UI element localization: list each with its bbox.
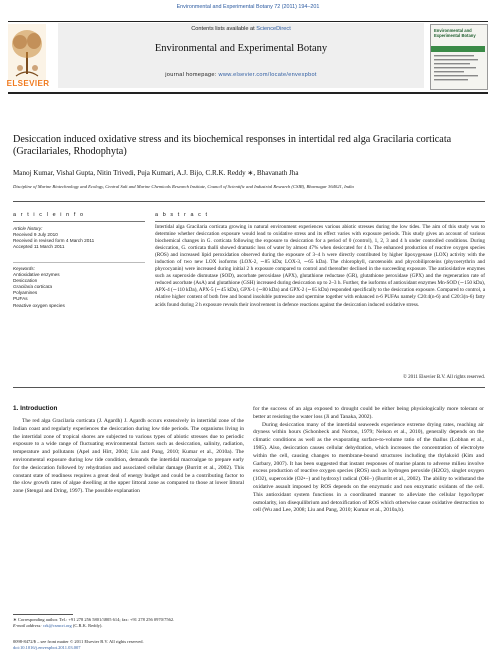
header-top-rule (8, 21, 488, 22)
footnote-email-line: E-mail address: crk@csmcri.org (C.R.K. Reddy). (13, 623, 103, 629)
contents-prefix: Contents lists available at (191, 26, 257, 32)
intro-paragraph: for the success of an alga exposed to drought could be either being physiologically more tolerant or better at resisting the water loss (Ji and Tanaka, 2002). (253, 406, 484, 420)
footnote-rule (13, 614, 73, 615)
affiliation: Discipline of Marine Biotechnology and Ecology, Central Salt and Marine Chemicals Research Institute, Council of Scientific and Industrial Research (CSIR), Bhavnagar 364021, India (13, 184, 354, 189)
keyword-item: PUFAs (13, 296, 28, 302)
history-accepted: Accepted 11 March 2011 (13, 244, 65, 250)
journal-title: Environmental and Experimental Botany (154, 43, 328, 54)
history-label: Article history: (13, 226, 43, 231)
elsevier-tree-logo-icon (8, 24, 46, 80)
article-info-heading: a r t i c l e i n f o (13, 212, 85, 218)
issn-and-doi (13, 639, 244, 651)
abstract-heading: a b s t r a c t (155, 212, 209, 218)
article-info-rule (13, 221, 145, 222)
abstract-rule (155, 221, 485, 222)
homepage-link[interactable]: www.elsevier.com/locate/envexpbot (218, 72, 317, 78)
journal-header-box (58, 23, 424, 88)
article-title: Desiccation induced oxidative stress and its biochemical responses in intertidal red alga Gracilaria corticata (Gracilariales, Rhodophyta) (13, 134, 452, 158)
author-list: Manoj Kumar, Vishal Gupta, Nitin Trivedi, Puja Kumari, A.J. Bijo, C.R.K. Reddy ∗, Bhavanath Jha (13, 169, 299, 177)
keywords-block (13, 266, 145, 309)
contents-line (58, 26, 424, 32)
sciencedirect-link[interactable]: ScienceDirect (256, 26, 291, 32)
introduction-column-2 (253, 406, 484, 515)
keywords-rule (13, 262, 145, 263)
journal-homepage (58, 72, 424, 78)
header-bottom-rule (8, 92, 488, 94)
info-divider (13, 201, 485, 202)
keyword-item: Polyamines (13, 290, 38, 296)
introduction-column-1: The red alga Gracilaria corticata (J. Agardh) J. Agardh occurs extensively in intertidal zone of the Indian coast and regularly experiences the desiccation during low tide periods. The organisms living in the intertidal zone of tropical shores are subjected to various types of abiotic stresses due to periodic exposure to a wide range of fluctuating environmental factors such as desiccation, salinity, radiation, temperature and pollutants (Apel and Hirt, 2004; Liu and Pang, 2010; Kumar et al., 2010a). The environmental exposure during low tide condition, demands the intertidal macroalgae to prepare early for the desiccation followed by rehydration and associated cellular damage (Burritt et al., 2002). This constant state of readiness requires a great deal of energy budget and could be a contributing factor to the slow growth rates of algae dwelling at the upper littoral zone as compared to those at lower littoral zone (Stengal and Dring, 1997). The possible explanation (13, 418, 244, 495)
abstract-copyright: © 2011 Elsevier B.V. All rights reserved. (403, 375, 485, 380)
homepage-prefix: journal homepage: (165, 72, 219, 78)
cover-band (431, 46, 485, 52)
keyword-item: Gracilaria corticata (13, 284, 53, 290)
abstract-text: Intertidal alga Gracilaria corticata growing in natural environment experiences various abiotic stresses during the low tides. The aim of this study was to determine whether desiccation exposure would lead to oxidative stress and its effect varies with exposure periods. This study gives an account of various biochemical changes in G. corticata following the exposure to desiccation for a period of 0 (control), 1, 2, 3 and 4 h under controlled conditions. During desiccation, G. corticata thalli showed dramatic loss of water by almost 47% when desiccated for 4 h. The enhanced production of reactive oxygen species (ROS) and increased lipid peroxidation observed during the exposure of 3–4 h were directly contributed by higher lipoxygenase (LOX) activity with the induction of two new LOX isoforms (LOX-2, ∼85 kDa; LOX-3, ∼65 kDa). The chlorophyll, carotenoids and phycobiliproteins (phycoerythrin and phycocyanin) were increased during initial 2 h exposure compared to control and thereafter declined in the succeeding exposure. The antioxidative enzymes such as superoxide dismutase (SOD), ascorbate peroxidase (APX), glutathione reductase (GR), glutathione peroxidase (GPX) and the regeneration rate of reduced ascorbate (AsA) and glutathione (GSH) increased during desiccation up to 2–3 h. Further, the isoforms of antioxidant enzymes Mn-SOD (∼150 kDa), APX-4 (∼110 kDa), APX-5 (∼45 kDa), GPX-1 (∼80 kDa) and GPX-2 (∼65 kDa) responded specifically to the desiccation exposure. Compared to control, a relative higher content of both free and bound insoluble putrescine and spermine together with enhanced n-6 PUFAs namely C20:4(n-6) and C20:3(n-6) fatty acids found during 2 h exposure reveals their involvement in defence reactions against the desiccation induced oxidative stress. (155, 224, 485, 308)
footnote-contact: ∗ Corresponding author. Tel.: +91 278 256 5801/3805 614; fax: +91 278 256 0970/7562. (13, 617, 175, 622)
author-email-link[interactable]: crk@csmcri.org (42, 623, 72, 629)
keywords-label: Keywords: (13, 266, 35, 271)
intro-paragraph: During desiccation many of the intertidal seaweeds experience extreme drying rates, reaching air dryness within hours (Schonbeck and Norton, 1979; Nelson et al., 2010), generally depends on the climatic conditions as well as the evaporating surface-to-volume ratio of the thallus (Lobban et al., 1985). Also, desiccation causes cellular dehydration, which increases the concentration of electrolyte within the cell, causing changes to membrane-bound structures including the thylakoid (Kim and Garbary, 2007). It has been suggested that instant responses of marine plants to adverse milieu involve excess production of reactive oxygen species (ROS) such as hydrogen peroxide (H2O2), singlet oxygen (1O2), superoxide (O2•−) and hydroxyl radical (OH−) (Burritt et al., 2002). The ability to withstand the oxidative assault imposed by ROS depends on the enzymatic and non enzymatic oxidants of the cell. This antioxidant system functions in a coordinated manner to alleviate the cellular hypo/hyper osmolarity, ion disequilibrium and detoxification of ROS which otherwise cause oxidative destruction to cell (Wu and Lee, 2008; Liu and Pang, 2010; Kumar et al., 2010a,b). (253, 421, 484, 514)
abstract-bottom-rule (13, 387, 485, 388)
keyword-item: Antioxidative enzymes (13, 272, 60, 278)
keyword-item: Desiccation (13, 278, 38, 284)
doi-link[interactable]: doi:10.1016/j.envexpbot.2011.03.007 (13, 645, 81, 651)
cover-title: Environmental and Experimental Botany (434, 28, 476, 38)
history-revised: Received in revised form 4 March 2011 (13, 238, 95, 244)
history-received: Received 9 July 2010 (13, 232, 58, 238)
cover-text-lines-icon (434, 55, 482, 83)
publisher-name: ELSEVIER (6, 79, 50, 88)
corresponding-author-footnote (13, 617, 244, 629)
journal-reference[interactable]: Environmental and Experimental Botany 72 (2011) 194–201 (176, 4, 320, 10)
section-heading-introduction: 1. Introduction (13, 405, 58, 412)
article-history (13, 226, 145, 250)
issn-line: 0098-8472/$ – see front matter © 2011 Elsevier B.V. All rights reserved. (13, 639, 144, 644)
keyword-item: Reactive oxygen species (13, 302, 65, 308)
